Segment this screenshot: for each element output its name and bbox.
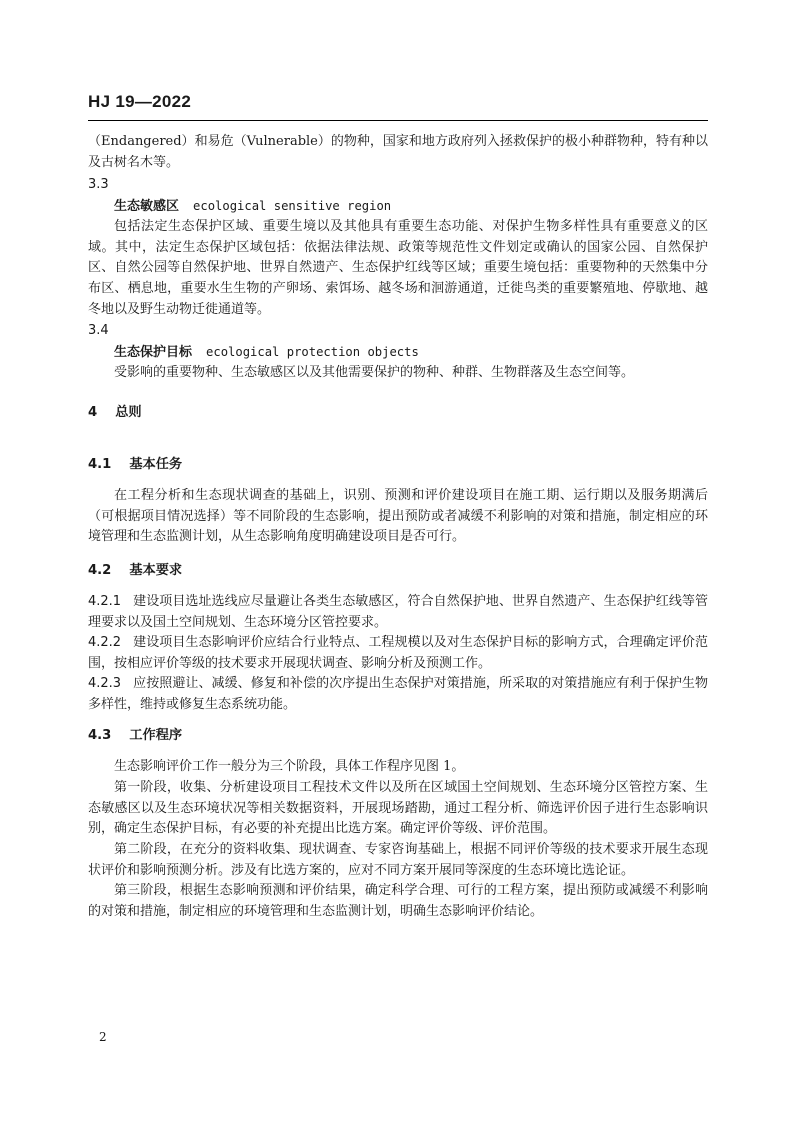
procedure-paragraph: 生态影响评价工作一般分为三个阶段，具体工作程序见图 1。	[114, 759, 465, 774]
procedure-paragraph: 第二阶段，在充分的资料收集、现状调查、专家咨询基础上，根据不同评价等级的技术要求开展生态现状评价和影响预测分析。涉及有比选方案的，应对不同方案开展同等深度的生态环境比选论证。	[88, 842, 708, 878]
section-4-heading	[88, 403, 142, 423]
section-4-3-heading	[88, 726, 182, 746]
term-cn-ecological-protection-objects: 生态保护目标	[114, 345, 193, 360]
section-4-1-heading	[88, 455, 182, 475]
term-en-ecological-protection-objects: ecological protection objects	[206, 345, 419, 359]
section-4-2-title: 基本要求	[129, 563, 183, 578]
section-4-number: 4	[88, 405, 98, 420]
section-4-3-title: 工作程序	[129, 728, 183, 743]
requirement-text: 建设项目生态影响评价应结合行业特点、工程规模以及对生态保护目标的影响方式，合理确定评价范围，按相应评价等级的技术要求开展现状调查、影响分析及预测工作。	[88, 635, 708, 671]
clause-3-4-term	[114, 342, 419, 364]
requirement-item	[88, 592, 708, 633]
standard-code-header: HJ 19—2022	[88, 92, 192, 111]
section-4-2-heading	[88, 561, 182, 581]
requirement-text: 建设项目选址选线应尽量避让各类生态敏感区，符合自然保护地、世界自然遗产、生态保护红线等管理要求以及国土空间规划、生态环境分区管控要求。	[88, 594, 708, 630]
procedure-paragraph: 第一阶段，收集、分析建设项目工程技术文件以及所在区域国土空间规划、生态环境分区管控方案、生态敏感区以及生态环境状况等相关数据资料，开展现场踏勘，通过工程分析、筛选评价因子进行生态影响识别，确定生态保护目标，有必要的补充提出比选方案。确定评价等级、评价范围。	[88, 780, 708, 837]
requirement-number: 4.2.2	[88, 635, 122, 650]
section-4-1-body: 在工程分析和生态现状调查的基础上，识别、预测和评价建设项目在施工期、运行期以及服务期满后（可根据项目情况选择）等不同阶段的生态影响，提出预防或者减缓不利影响的对策和措施，制定相应的环境管理和生态监测计划，从生态影响角度明确建设项目是否可行。	[88, 488, 708, 545]
section-4-1-title: 基本任务	[129, 457, 183, 472]
clause-3-3-term	[114, 196, 391, 218]
section-4-3-number: 4.3	[88, 728, 112, 743]
clause-3-3-body: 包括法定生态保护区域、重要生境以及其他具有重要生态功能、对保护生物多样性具有重要意义的区域。其中，法定生态保护区域包括：依据法律法规、政策等规范性文件划定或确认的国家公园、自然保护区、自然公园等自然保护地、世界自然遗产、生态保护红线等区域；重要生境包括：重要物种的天然集中分布区、栖息地，重要水生生物的产卵场、索饵场、越冬场和洄游通道，迁徙鸟类的重要繁殖地、停歇地、越冬地以及野生动物迁徙通道等。	[88, 219, 708, 317]
requirement-text: 应按照避让、减缓、修复和补偿的次序提出生态保护对策措施，所采取的对策措施应有利于保护生物多样性，维持或修复生态系统功能。	[88, 676, 708, 712]
clause-3-4-number: 3.4	[88, 323, 109, 338]
procedure-paragraph: 第三阶段，根据生态影响预测和评价结果，确定科学合理、可行的工程方案，提出预防或减缓不利影响的对策和措施，制定相应的环境管理和生态监测计划，明确生态影响评价结论。	[88, 883, 708, 919]
clause-3-3-number: 3.3	[88, 177, 109, 192]
requirement-item	[88, 674, 708, 715]
section-4-1-number: 4.1	[88, 457, 112, 472]
section-4-title: 总则	[115, 405, 142, 420]
requirement-number: 4.2.1	[88, 594, 122, 609]
term-cn-ecological-sensitive-region: 生态敏感区	[114, 199, 180, 214]
requirement-item	[88, 633, 708, 674]
continued-paragraph: （Endangered）和易危（Vulnerable）的物种，国家和地方政府列入拯救保护的极小种群物种，特有种以及古树名木等。	[88, 134, 708, 170]
page-number: 2	[99, 1030, 107, 1044]
header-rule	[88, 120, 708, 121]
clause-3-4-body: 受影响的重要物种、生态敏感区以及其他需要保护的物种、种群、生物群落及生态空间等。	[114, 365, 635, 380]
requirement-number: 4.2.3	[88, 676, 122, 691]
term-en-ecological-sensitive-region: ecological sensitive region	[193, 199, 392, 213]
section-4-2-number: 4.2	[88, 563, 112, 578]
